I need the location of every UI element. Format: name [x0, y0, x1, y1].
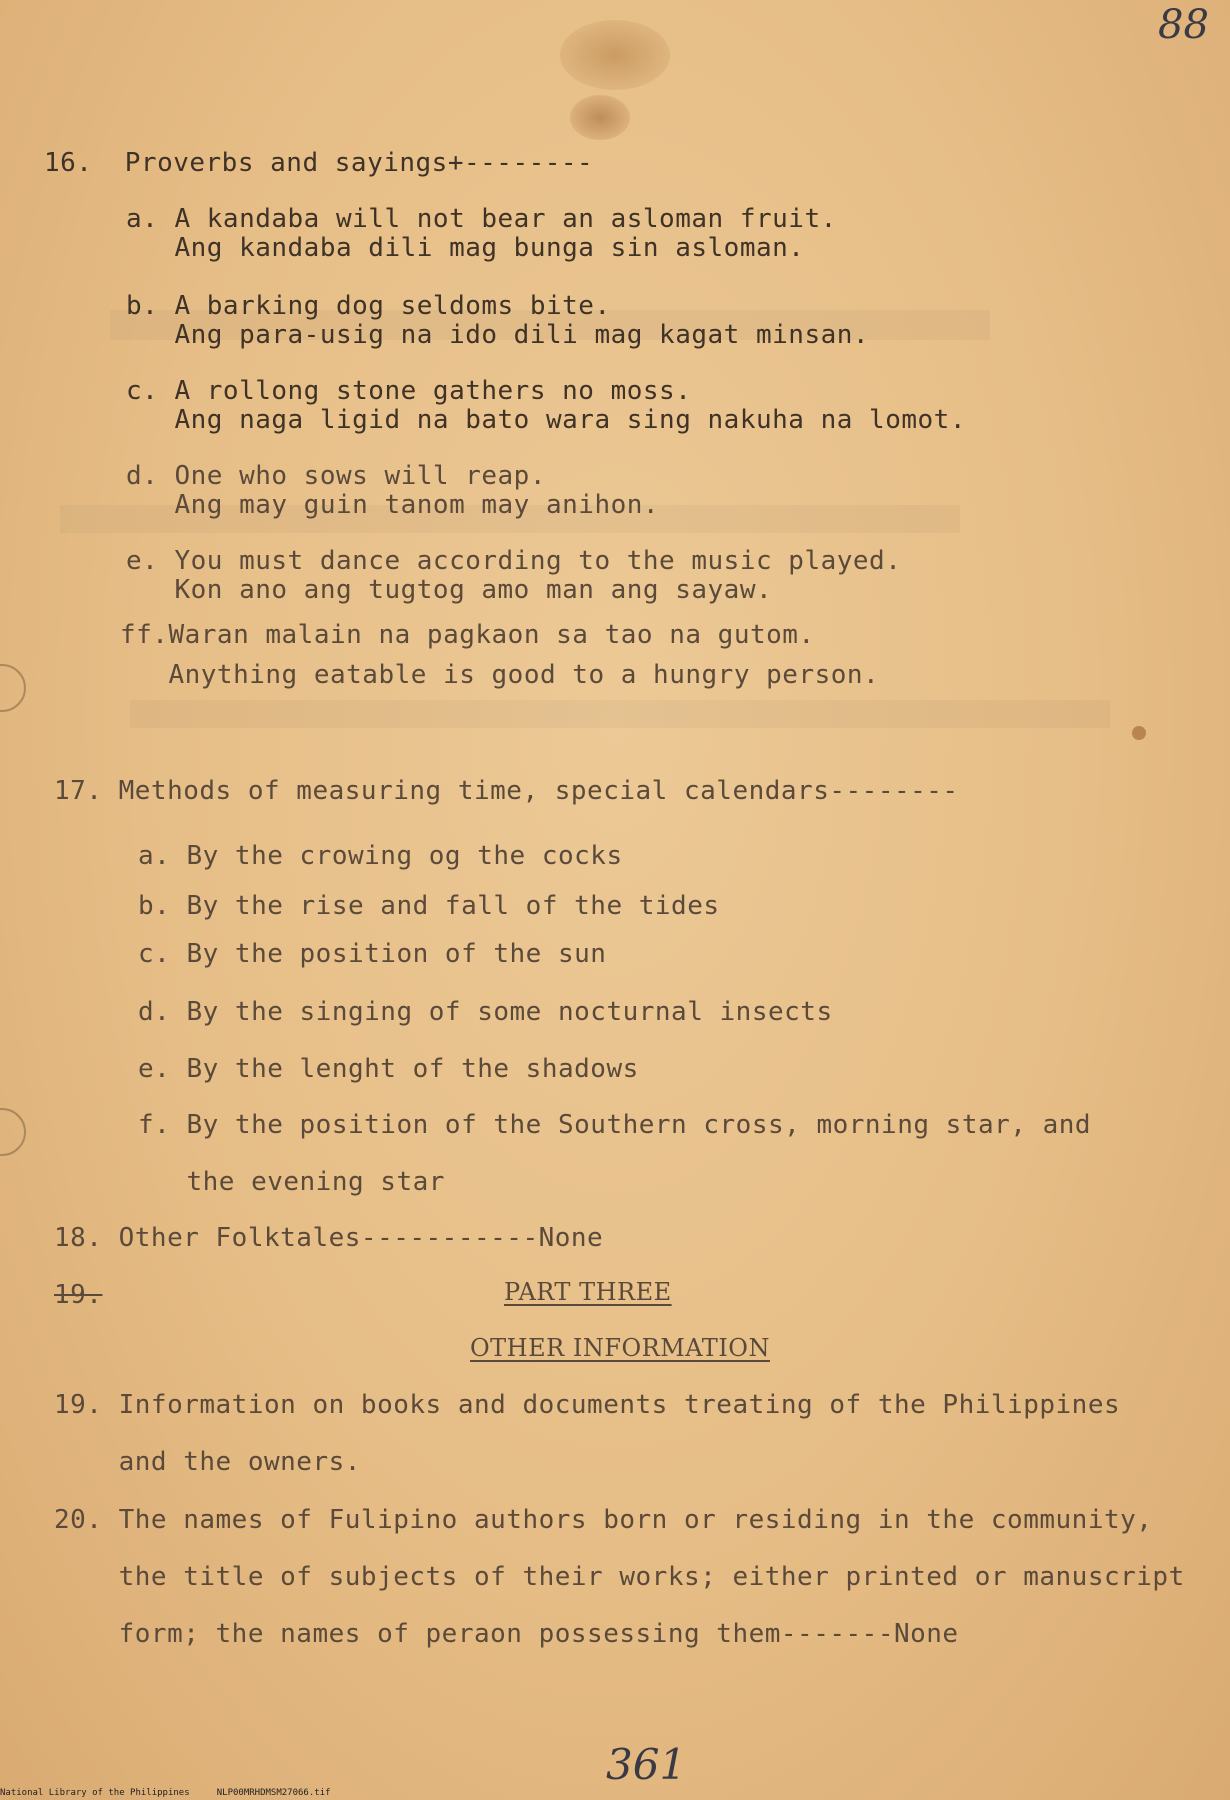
page-number-top: 88	[1158, 2, 1209, 48]
item-17-line: a. By the crowing og the cocks	[138, 841, 623, 871]
item-16-line: e. You must dance according to the music played.	[126, 546, 902, 576]
item-17-heading: 17. Methods of measuring time, special calendars--------	[54, 776, 959, 806]
item-17-line: b. By the rise and fall of the tides	[138, 891, 720, 921]
stain-mid	[570, 95, 630, 140]
item-20-line: form; the names of peraon possessing them-------None	[54, 1619, 959, 1649]
item-16-line: Anything eatable is good to a hungry person.	[120, 660, 880, 690]
item-16-line: d. One who sows will reap.	[126, 461, 546, 491]
other-information-heading: OTHER INFORMATION	[470, 1334, 770, 1362]
item-16-line: b. A barking dog seldoms bite.	[126, 291, 611, 321]
item-16-line: Ang kandaba dili mag bunga sin asloman.	[126, 233, 805, 263]
item-16-line: Kon ano ang tugtog amo man ang sayaw.	[126, 575, 773, 605]
item-16-line: ff.Waran malain na pagkaon sa tao na gutom.	[120, 620, 815, 650]
item-16-line: Ang para-usig na ido dili mag kagat minsan.	[126, 320, 870, 350]
item-20-line: 20. The names of Fulipino authors born or residing in the community,	[54, 1505, 1153, 1535]
item-17-line: c. By the position of the sun	[138, 939, 607, 969]
item-19-struck: 19.	[54, 1280, 103, 1310]
part-three-heading: PART THREE	[504, 1278, 672, 1306]
stain-dot	[1132, 726, 1146, 740]
item-16-line: a. A kandaba will not bear an asloman fruit.	[126, 204, 837, 234]
item-16-line: Ang may guin tanom may anihon.	[126, 490, 660, 520]
stain-top	[560, 20, 670, 90]
punch-hole-top	[0, 664, 26, 712]
archive-footer: National Library of the Philippines NLP00MRHDMSM27066.tif	[0, 1788, 331, 1798]
item-16-line: Ang naga ligid na bato wara sing nakuha na lomot.	[126, 405, 966, 435]
punch-hole-bottom	[0, 1108, 26, 1156]
item-20-line: the title of subjects of their works; either printed or manuscript	[54, 1562, 1185, 1592]
item-17-line: the evening star	[138, 1167, 445, 1197]
item-16-heading: 16. Proverbs and sayings+--------	[44, 148, 594, 178]
item-17-line: d. By the singing of some nocturnal insects	[138, 997, 833, 1027]
item-17-line: e. By the lenght of the shadows	[138, 1054, 639, 1084]
item-17-line: f. By the position of the Southern cross, morning star, and	[138, 1110, 1092, 1140]
show-through-block-3	[130, 700, 1110, 728]
item-18: 18. Other Folktales-----------None	[54, 1223, 604, 1253]
item-16-line: c. A rollong stone gathers no moss.	[126, 376, 692, 406]
item-19-line: and the owners.	[54, 1447, 361, 1477]
page-number-bottom: 361	[606, 1740, 687, 1789]
item-19-line: 19. Information on books and documents treating of the Philippines	[54, 1390, 1121, 1420]
